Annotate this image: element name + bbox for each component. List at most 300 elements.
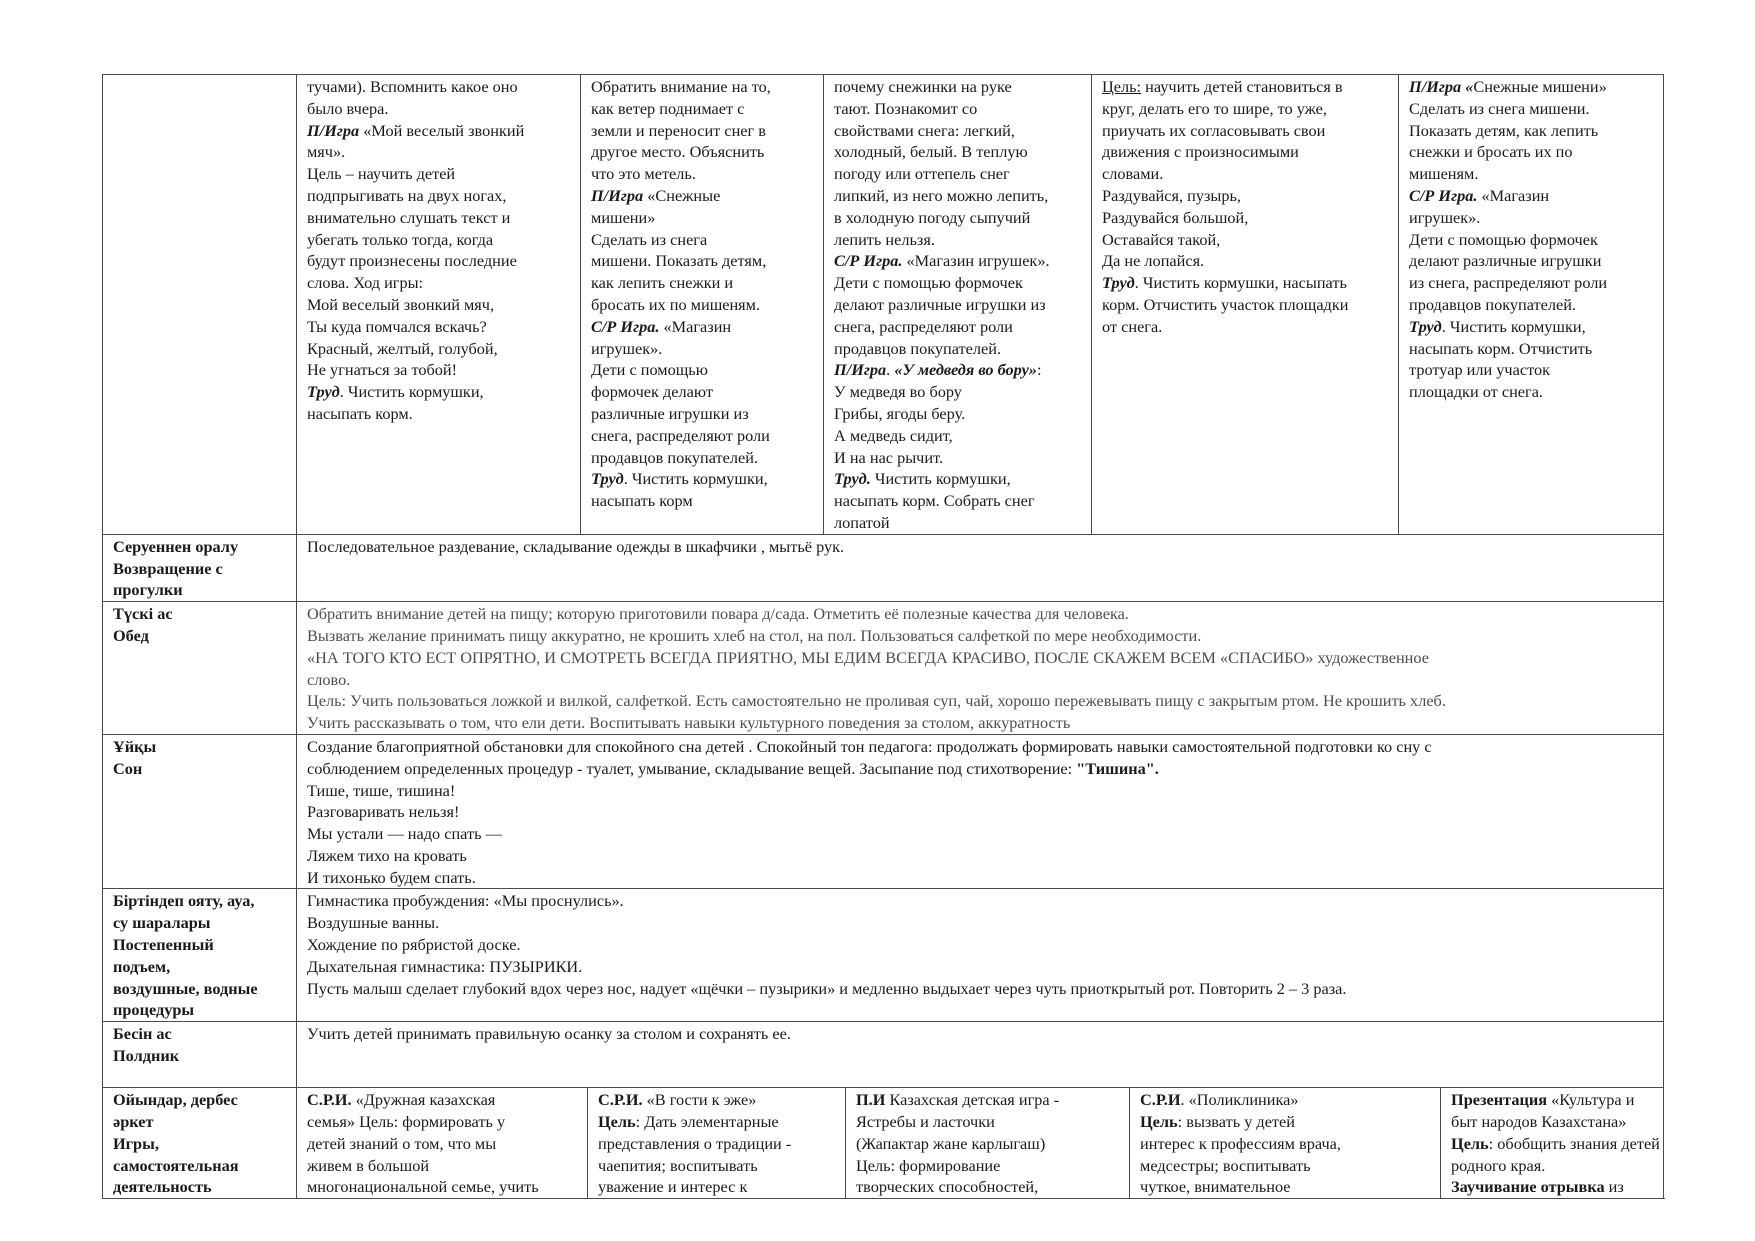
text-run: П/Игра	[834, 360, 887, 380]
text-line	[307, 403, 572, 425]
text-run: Труд	[307, 382, 340, 402]
wake-text	[297, 889, 1664, 1022]
text-run: Заучивание отрывка	[1451, 1177, 1605, 1197]
text-run: многонациональной семье, учить	[307, 1177, 539, 1197]
text-line	[307, 736, 1655, 758]
text-line	[591, 359, 815, 381]
text-line	[1409, 381, 1655, 403]
text-run: продавцов покупателей.	[1409, 294, 1577, 314]
text-run: Грибы, ягоды беру.	[834, 403, 966, 423]
text-run: лепить нельзя.	[834, 229, 935, 249]
text-run: чаепития; воспитывать	[598, 1155, 758, 1175]
text-run: Оставайся такой,	[1102, 229, 1221, 249]
text-run: Хождение по рябристой доске.	[307, 935, 521, 955]
text-line	[1102, 120, 1390, 142]
text-line	[1409, 294, 1655, 316]
text-run: . Чистить кормушки, насыпать	[1134, 273, 1347, 293]
text-run: С/Р Игра.	[591, 316, 660, 336]
text-run: семья» Цель: формировать у	[307, 1112, 506, 1132]
text-run: Сделать из снега	[591, 229, 708, 249]
text-run: было вчера.	[307, 98, 389, 118]
return-row	[103, 534, 1664, 601]
text-line	[307, 1133, 579, 1155]
text-run: «Культура и	[1547, 1090, 1635, 1110]
text-run: Мой веселый звонкий мяч,	[307, 294, 495, 314]
text-run: Показать детям, как лепить	[1409, 120, 1599, 140]
text-line	[307, 229, 572, 251]
text-line	[1409, 163, 1655, 185]
text-line	[591, 207, 815, 229]
wake-row	[103, 889, 1664, 1022]
text-line	[834, 512, 1083, 534]
text-run: Красный, желтый, голубой,	[307, 338, 498, 358]
text-line	[307, 120, 572, 142]
text-run: площадки от снега.	[1409, 382, 1544, 402]
text-run: :	[1036, 360, 1042, 380]
walk-day-4	[1092, 75, 1399, 535]
plan-table	[102, 74, 1664, 1199]
text-line	[307, 956, 1655, 978]
return-label	[103, 534, 297, 601]
text-line	[1409, 272, 1655, 294]
text-run: снежки и бросать их по	[1409, 142, 1573, 162]
text-line	[307, 294, 572, 316]
text-run: . Чистить кормушки,	[339, 382, 484, 402]
text-run: делают различные игрушки из	[834, 294, 1046, 314]
text-line	[1409, 250, 1655, 272]
text-line	[307, 250, 572, 272]
text-run: формочек делают	[591, 382, 713, 402]
text-run: различные игрушки из	[591, 403, 749, 423]
text-run: Цель: Учить пользоваться ложкой и вилкой, салфеткой. Есть самостоятельно не проливая суп, чай, хорошо пережевывать пищу с закрытым ртом. Не крошить хлеб.	[307, 691, 1446, 711]
text-line	[307, 381, 572, 403]
text-run: творческих способностей,	[856, 1177, 1039, 1197]
text-line	[307, 98, 572, 120]
text-line	[856, 1176, 1121, 1198]
text-line	[834, 207, 1083, 229]
text-line	[1409, 185, 1655, 207]
text-line	[856, 1111, 1121, 1133]
text-line	[834, 76, 1083, 98]
text-run: С.Р.И.	[598, 1090, 643, 1110]
text-line	[1102, 185, 1390, 207]
text-run: насыпать корм	[591, 491, 693, 511]
text-run: снега, распределяют роли	[591, 425, 770, 445]
text-line	[307, 207, 572, 229]
label-line: процедуры	[113, 1000, 195, 1020]
text-line	[307, 316, 572, 338]
label-line: Ойындар, дербес	[113, 1090, 238, 1110]
text-run: . Чистить кормушки,	[623, 469, 768, 489]
text-run: родного края.	[1451, 1155, 1546, 1175]
text-run: лопатой	[834, 512, 890, 532]
text-line	[591, 185, 815, 207]
text-line	[834, 403, 1083, 425]
text-run: будут произнесены последние	[307, 251, 517, 271]
label-line: Түскі ас	[113, 604, 173, 624]
text-run: С.Р.И.	[307, 1090, 352, 1110]
text-run: «В гости к эже»	[642, 1090, 757, 1110]
text-line	[834, 250, 1083, 272]
text-line	[834, 185, 1083, 207]
text-line	[834, 425, 1083, 447]
text-run: медсестры; воспитывать	[1140, 1155, 1311, 1175]
text-line	[591, 316, 815, 338]
text-line	[307, 338, 572, 360]
text-line	[591, 250, 815, 272]
text-line	[307, 1155, 579, 1177]
text-run: Чистить кормушки,	[870, 469, 1011, 489]
text-line	[834, 229, 1083, 251]
text-line	[856, 1089, 1121, 1111]
text-run: Разговаривать нельзя!	[307, 802, 460, 822]
text-line	[591, 338, 815, 360]
text-line	[307, 780, 1655, 802]
text-line	[591, 468, 815, 490]
text-run: Труд	[1409, 316, 1442, 336]
text-run: Тише, тише, тишина!	[307, 780, 456, 800]
text-run: мишени. Показать детям,	[591, 251, 767, 271]
text-run: "Тишина".	[1076, 758, 1159, 778]
text-run: другое место. Объяснить	[591, 142, 765, 162]
text-line	[307, 912, 1655, 934]
label-line: Игры,	[113, 1133, 159, 1153]
label-line: Ұйқы	[113, 736, 157, 756]
text-run: Цель	[598, 1112, 636, 1132]
text-run: Вызвать желание принимать пищу аккуратно, не крошить хлеб на стол, на пол. Пользоваться салфеткой по мере необходимости.	[307, 625, 1202, 645]
text-run: «Мой веселый звонкий	[359, 120, 525, 140]
text-run: П/Игра «	[1409, 77, 1474, 96]
text-line	[307, 978, 1655, 1000]
text-run: быт народов Казахстана»	[1451, 1112, 1627, 1132]
text-line	[834, 163, 1083, 185]
text-run: насыпать корм. Собрать снег	[834, 491, 1035, 511]
text-line	[591, 76, 815, 98]
text-line	[307, 758, 1655, 780]
text-run: игрушек».	[1409, 207, 1481, 227]
walk-day-2	[581, 75, 824, 535]
walk-day-3	[824, 75, 1092, 535]
text-run: Учить детей принимать правильную осанку за столом и сохранять ее.	[307, 1024, 791, 1044]
text-run: подпрыгивать на двух ногах,	[307, 185, 507, 205]
text-run: слова. Ход игры:	[307, 273, 424, 293]
games-day-2	[588, 1088, 846, 1199]
text-line	[1102, 272, 1390, 294]
text-line	[591, 229, 815, 251]
text-run: липкий, из него можно лепить,	[834, 185, 1049, 205]
text-run: насыпать корм. Отчистить	[1409, 338, 1593, 358]
label-line: әркет	[113, 1112, 154, 1132]
text-run: соблюдением определенных процедур - туалет, умывание, складывание вещей. Засыпание под стихотворение:	[307, 758, 1077, 778]
text-run: тают. Познакомит со	[834, 98, 978, 118]
text-run: живем в большой	[307, 1155, 430, 1175]
text-run: научить детей становиться в	[1141, 77, 1343, 96]
text-run: Гимнастика пробуждения: «Мы проснулись».	[307, 891, 624, 911]
lunch-row	[103, 602, 1664, 735]
label-line: Сон	[113, 758, 143, 778]
text-run: Казахская детская игра -	[885, 1090, 1060, 1110]
walk-label-cell	[103, 75, 297, 535]
text-run: «Магазин	[659, 316, 732, 336]
text-run: Раздувайся, пузырь,	[1102, 185, 1241, 205]
text-run: от снега.	[1102, 316, 1163, 336]
text-run: круг, делать его то шире, то уже,	[1102, 98, 1327, 118]
text-run: Да не лопайся.	[1102, 251, 1205, 271]
text-line	[307, 272, 572, 294]
text-line	[1409, 316, 1655, 338]
lunch-label	[103, 602, 297, 735]
text-line	[1102, 98, 1390, 120]
wake-label	[103, 889, 297, 1022]
text-run: уважение и интерес к	[598, 1177, 748, 1197]
text-line	[591, 163, 815, 185]
games-row	[103, 1088, 1664, 1199]
text-run: «У медведя во бору»	[894, 360, 1037, 380]
text-line	[307, 801, 1655, 823]
text-run: корм. Отчистить участок площадки	[1102, 294, 1349, 314]
text-line	[307, 934, 1655, 956]
text-line	[1102, 76, 1390, 98]
text-line	[834, 359, 1083, 381]
sleep-text	[297, 734, 1664, 889]
text-line	[307, 690, 1655, 712]
text-line	[598, 1133, 837, 1155]
text-line	[1409, 338, 1655, 360]
text-line	[1140, 1111, 1432, 1133]
text-line	[1102, 229, 1390, 251]
text-run: Мы устали — надо спать —	[307, 824, 502, 844]
return-text	[297, 534, 1664, 601]
label-line: подъем,	[113, 956, 171, 976]
text-line	[307, 536, 1655, 558]
text-run: Сделать из снега мишени.	[1409, 98, 1590, 118]
games-label	[103, 1088, 297, 1199]
text-run: погоду или оттепель снег	[834, 164, 1010, 184]
text-line	[834, 338, 1083, 360]
text-run: Труд	[591, 469, 624, 489]
text-run: Дети с помощью формочек	[1409, 229, 1598, 249]
text-line	[834, 381, 1083, 403]
snack-text	[297, 1022, 1664, 1088]
text-run: холодный, белый. В теплую	[834, 142, 1028, 162]
text-run: что это метель.	[591, 164, 696, 184]
walk-day-5	[1399, 75, 1664, 535]
text-run: С/Р Игра.	[834, 251, 903, 271]
label-line: прогулки	[113, 580, 183, 600]
label-line: Біртіндеп ояту, ауа,	[113, 891, 255, 911]
text-run: .	[886, 360, 895, 380]
text-run: С.Р.И	[1140, 1090, 1181, 1110]
text-run: игрушек».	[591, 338, 663, 358]
text-line	[834, 447, 1083, 469]
text-run: словами.	[1102, 164, 1164, 184]
text-line	[1451, 1133, 1660, 1155]
text-line	[307, 867, 1655, 889]
label-line: су шаралары	[113, 913, 211, 933]
label-line: деятельность	[113, 1177, 212, 1197]
text-run: снега, распределяют роли	[834, 316, 1013, 336]
text-run: убегать только тогда, когда	[307, 229, 494, 249]
text-run: тротуар или участок	[1409, 360, 1551, 380]
text-run: детей знаний о том, что мы	[307, 1133, 497, 1153]
text-run: «НА ТОГО КТО ЕСТ ОПРЯТНО, И СМОТРЕТЬ ВСЕГДА ПРИЯТНО, МЫ ЕДИМ ВСЕГДА КРАСИВО, ПОСЛЕ СКАЖЕМ ВСЕМ «СПАСИБО» художественное	[307, 647, 1429, 667]
games-day-5	[1441, 1088, 1664, 1199]
text-line	[834, 294, 1083, 316]
snack-label	[103, 1022, 297, 1088]
text-run: : Дать элементарные	[635, 1112, 779, 1132]
text-run: Ястребы и ласточки	[856, 1112, 995, 1132]
text-line	[307, 359, 572, 381]
text-run: И на нас рычит.	[834, 447, 944, 467]
text-run: Обратить внимание детей на пищу; которую приготовили повара д/сада. Отметить её полезные качества для человека.	[307, 604, 1129, 624]
text-line	[834, 141, 1083, 163]
text-line	[307, 141, 572, 163]
text-run: из	[1604, 1177, 1624, 1197]
text-line	[307, 185, 572, 207]
text-line	[1451, 1176, 1655, 1198]
text-line	[834, 98, 1083, 120]
text-run: продавцов покупателей.	[834, 338, 1002, 358]
text-run: Презентация	[1451, 1090, 1548, 1110]
text-line	[834, 468, 1083, 490]
label-line: Обед	[113, 625, 149, 645]
text-line	[307, 712, 1655, 734]
text-line	[1409, 229, 1655, 251]
label-line: Постепенный	[113, 935, 214, 955]
text-run: «Магазин	[1477, 185, 1550, 205]
text-run: «Снежные	[643, 185, 721, 205]
label-line: воздушные, водные	[113, 978, 258, 998]
text-run: . Чистить кормушки,	[1441, 316, 1586, 336]
text-line	[591, 141, 815, 163]
text-run: насыпать корм.	[307, 403, 413, 423]
text-run: И тихонько будем спать.	[307, 867, 476, 887]
text-run: Обратить внимание на то,	[591, 77, 771, 96]
text-line	[591, 381, 815, 403]
text-run: Учить рассказывать о том, что ели дети. Воспитывать навыки культурного поведения за столом, аккуратность	[307, 713, 1071, 733]
text-line	[307, 845, 1655, 867]
text-line	[307, 890, 1655, 912]
label-line: Полдник	[113, 1046, 180, 1066]
text-line	[1140, 1089, 1432, 1111]
text-line	[598, 1176, 837, 1198]
text-line	[1140, 1133, 1432, 1155]
text-run: свойствами снега: легкий,	[834, 120, 1015, 140]
text-line	[1451, 1111, 1655, 1133]
label-line: Бесін ас	[113, 1024, 172, 1044]
text-run: движения с произносимыми	[1102, 142, 1299, 162]
text-run: Труд	[1102, 273, 1135, 293]
text-run: П/Игра	[307, 120, 360, 140]
text-line	[307, 163, 572, 185]
text-run: Дети с помощью формочек	[834, 273, 1023, 293]
text-run: бросать их по мишеням.	[591, 294, 761, 314]
text-run: Дыхательная гимнастика: ПУЗЫРИКИ.	[307, 956, 583, 976]
text-run: тучами). Вспомнить какое оно	[307, 77, 518, 96]
text-run: из снега, распределяют роли	[1409, 273, 1608, 293]
text-run: Цель – научить детей	[307, 164, 456, 184]
text-line	[1140, 1176, 1432, 1198]
text-run: : обобщить знания детей	[1488, 1133, 1660, 1153]
text-line	[307, 1176, 579, 1198]
text-line	[598, 1111, 837, 1133]
text-run: Последовательное раздевание, складывание одежды в шкафчики , мытьё рук.	[307, 536, 845, 556]
text-line	[591, 425, 815, 447]
text-line	[307, 625, 1655, 647]
text-line	[1102, 163, 1390, 185]
text-line	[1409, 98, 1655, 120]
text-run: Цель	[1451, 1133, 1489, 1153]
text-run: «Магазин игрушек».	[902, 251, 1050, 271]
text-line	[1409, 359, 1655, 381]
text-run: делают различные игрушки	[1409, 251, 1602, 271]
text-run: Труд.	[834, 469, 871, 489]
text-line	[1102, 250, 1390, 272]
text-run: Цель:	[1102, 77, 1142, 96]
walk-day-1	[297, 75, 581, 535]
text-run: Ты куда помчался вскачь?	[307, 316, 487, 336]
text-line	[307, 1089, 579, 1111]
text-line	[1102, 294, 1390, 316]
text-run: С/Р Игра.	[1409, 185, 1478, 205]
text-run: «Дружная казахская	[351, 1090, 496, 1110]
text-line	[1409, 207, 1655, 229]
text-run: (Жапактар жане карлыгаш)	[856, 1133, 1046, 1153]
text-run: А медведь сидит,	[834, 425, 953, 445]
text-run: представления о традиции -	[598, 1133, 792, 1153]
text-line	[307, 823, 1655, 845]
text-run: У медведя во бору	[834, 382, 962, 402]
walk-row	[103, 75, 1664, 535]
text-run: внимательно слушать текст и	[307, 207, 511, 227]
sleep-label	[103, 734, 297, 889]
text-run: в холодную погоду сыпучий	[834, 207, 1031, 227]
text-line	[834, 272, 1083, 294]
text-line	[834, 316, 1083, 338]
text-run: Цель	[1140, 1112, 1178, 1132]
text-run: как ветер поднимает с	[591, 98, 745, 118]
text-run: почему снежинки на руке	[834, 77, 1012, 96]
text-run: Не угнаться за тобой!	[307, 360, 458, 380]
text-run: П.И	[856, 1090, 886, 1110]
text-run: как лепить снежки и	[591, 273, 734, 293]
text-line	[307, 603, 1655, 625]
text-line	[307, 1111, 579, 1133]
label-line: Серуеннен оралу	[113, 536, 239, 556]
text-line	[1409, 120, 1655, 142]
lunch-text	[297, 602, 1664, 735]
sleep-row	[103, 734, 1664, 889]
text-run: интерес к профессиям врача,	[1140, 1133, 1341, 1153]
text-run: мишени»	[591, 207, 656, 227]
label-line: самостоятельная	[113, 1155, 239, 1175]
text-run: Раздувайся большой,	[1102, 207, 1249, 227]
text-line	[1102, 141, 1390, 163]
snack-row	[103, 1022, 1664, 1088]
games-day-4	[1130, 1088, 1441, 1199]
text-line	[307, 1023, 1655, 1045]
games-day-3	[846, 1088, 1130, 1199]
text-run: продавцов покупателей.	[591, 447, 759, 467]
text-run: чуткое, внимательное	[1140, 1177, 1291, 1197]
text-line	[1409, 141, 1655, 163]
text-line	[1451, 1089, 1655, 1111]
text-run: Дети с помощью	[591, 360, 708, 380]
text-run: . «Поликлиника»	[1180, 1090, 1299, 1110]
text-run: приучать их согласовывать свои	[1102, 120, 1326, 140]
text-line	[1102, 316, 1390, 338]
text-line	[1409, 76, 1655, 98]
